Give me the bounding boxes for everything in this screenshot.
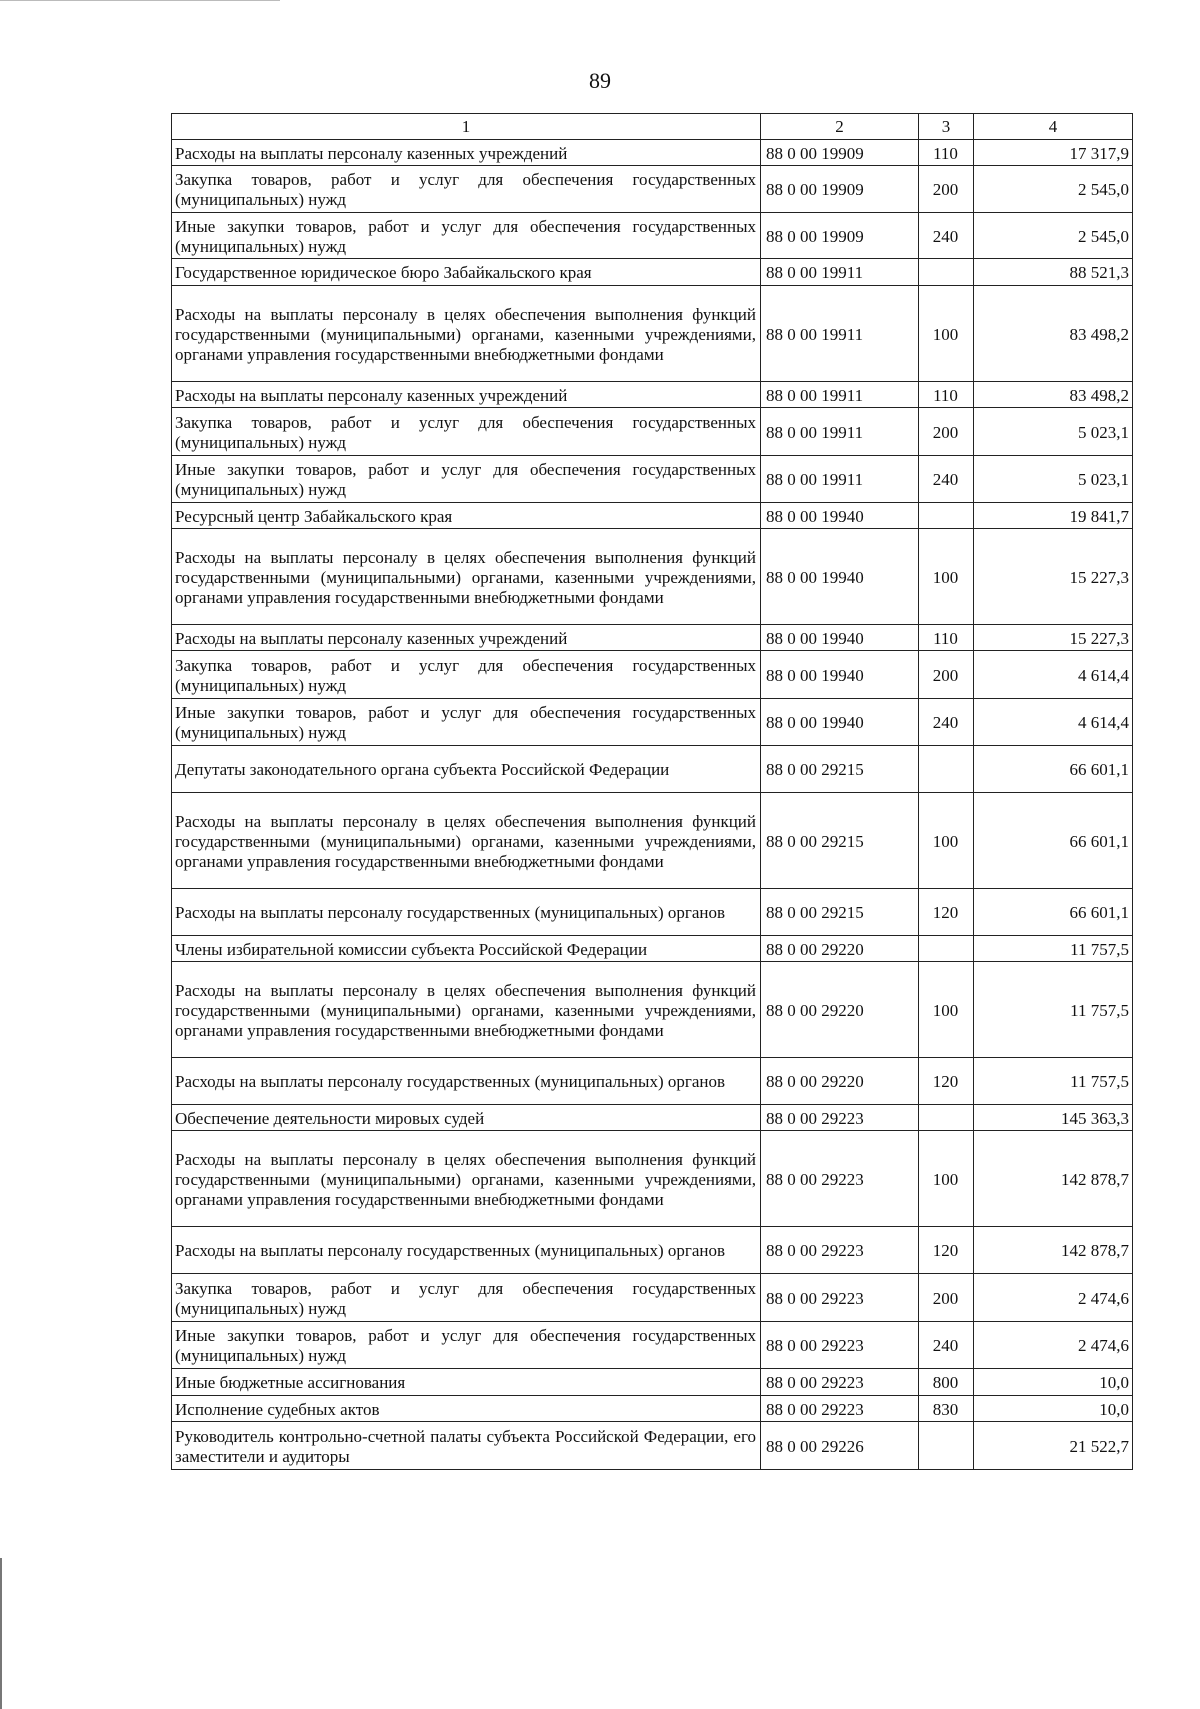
table-body bbox=[172, 140, 1133, 1470]
cell-amount: 11 757,5 bbox=[974, 1058, 1133, 1105]
cell-name: Расходы на выплаты персоналу в целях обеспечения выполнения функций государственными (муниципальными) органами, казенными учреждениями, органами управления государственными внебюджетными фондами bbox=[172, 793, 761, 889]
scan-edge-line bbox=[0, 1558, 2, 1709]
cell-type bbox=[919, 503, 974, 529]
cell-name: Закупка товаров, работ и услуг для обеспечения государственных (муниципальных) нужд bbox=[172, 651, 761, 699]
cell-code: 88 0 00 29215 bbox=[761, 889, 919, 936]
cell-amount: 10,0 bbox=[974, 1396, 1133, 1422]
cell-amount: 66 601,1 bbox=[974, 746, 1133, 793]
table-row bbox=[172, 166, 1133, 213]
cell-type: 240 bbox=[919, 213, 974, 259]
cell-name: Расходы на выплаты персоналу в целях обеспечения выполнения функций государственными (муниципальными) органами, казенными учреждениями, органами управления государственными внебюджетными фондами bbox=[172, 529, 761, 625]
cell-type: 110 bbox=[919, 382, 974, 408]
cell-amount: 11 757,5 bbox=[974, 936, 1133, 962]
table-row bbox=[172, 1369, 1133, 1396]
table-header-row bbox=[172, 114, 1133, 140]
table-row bbox=[172, 1322, 1133, 1369]
cell-name: Обеспечение деятельности мировых судей bbox=[172, 1105, 761, 1131]
header-col-3: 3 bbox=[919, 114, 974, 140]
cell-code: 88 0 00 29223 bbox=[761, 1227, 919, 1274]
cell-amount: 11 757,5 bbox=[974, 962, 1133, 1058]
cell-amount: 10,0 bbox=[974, 1369, 1133, 1396]
table-row bbox=[172, 1105, 1133, 1131]
cell-type bbox=[919, 746, 974, 793]
cell-amount: 15 227,3 bbox=[974, 529, 1133, 625]
cell-name: Исполнение судебных актов bbox=[172, 1396, 761, 1422]
cell-amount: 2 474,6 bbox=[974, 1274, 1133, 1322]
cell-code: 88 0 00 29223 bbox=[761, 1396, 919, 1422]
scan-top-line bbox=[0, 0, 280, 1]
cell-code: 88 0 00 19911 bbox=[761, 382, 919, 408]
cell-amount: 66 601,1 bbox=[974, 793, 1133, 889]
cell-type: 240 bbox=[919, 456, 974, 503]
table-row bbox=[172, 456, 1133, 503]
cell-amount: 15 227,3 bbox=[974, 625, 1133, 651]
cell-type: 200 bbox=[919, 1274, 974, 1322]
cell-name: Иные бюджетные ассигнования bbox=[172, 1369, 761, 1396]
cell-name: Расходы на выплаты персоналу государственных (муниципальных) органов bbox=[172, 889, 761, 936]
cell-code: 88 0 00 29223 bbox=[761, 1131, 919, 1227]
cell-name: Расходы на выплаты персоналу в целях обеспечения выполнения функций государственными (муниципальными) органами, казенными учреждениями, органами управления государственными внебюджетными фондами bbox=[172, 962, 761, 1058]
cell-code: 88 0 00 29223 bbox=[761, 1369, 919, 1396]
table-row bbox=[172, 793, 1133, 889]
cell-amount: 5 023,1 bbox=[974, 408, 1133, 456]
cell-code: 88 0 00 29223 bbox=[761, 1274, 919, 1322]
cell-code: 88 0 00 19911 bbox=[761, 408, 919, 456]
table-row bbox=[172, 213, 1133, 259]
cell-code: 88 0 00 29220 bbox=[761, 962, 919, 1058]
cell-type: 110 bbox=[919, 140, 974, 166]
table-row bbox=[172, 625, 1133, 651]
cell-name: Расходы на выплаты персоналу казенных учреждений bbox=[172, 625, 761, 651]
cell-amount: 88 521,3 bbox=[974, 259, 1133, 286]
table-row bbox=[172, 936, 1133, 962]
cell-name: Иные закупки товаров, работ и услуг для обеспечения государственных (муниципальных) нужд bbox=[172, 456, 761, 503]
cell-name: Ресурсный центр Забайкальского края bbox=[172, 503, 761, 529]
cell-type: 100 bbox=[919, 962, 974, 1058]
cell-code: 88 0 00 29226 bbox=[761, 1422, 919, 1470]
cell-name: Расходы на выплаты персоналу государственных (муниципальных) органов bbox=[172, 1227, 761, 1274]
cell-amount: 4 614,4 bbox=[974, 699, 1133, 746]
cell-code: 88 0 00 19909 bbox=[761, 166, 919, 213]
cell-type: 200 bbox=[919, 166, 974, 213]
cell-code: 88 0 00 29220 bbox=[761, 1058, 919, 1105]
cell-type: 800 bbox=[919, 1369, 974, 1396]
header-col-4: 4 bbox=[974, 114, 1133, 140]
cell-type: 120 bbox=[919, 1058, 974, 1105]
cell-name: Государственное юридическое бюро Забайкальского края bbox=[172, 259, 761, 286]
cell-name: Иные закупки товаров, работ и услуг для обеспечения государственных (муниципальных) нужд bbox=[172, 699, 761, 746]
cell-type bbox=[919, 936, 974, 962]
table-row bbox=[172, 259, 1133, 286]
cell-code: 88 0 00 29220 bbox=[761, 936, 919, 962]
header-col-2: 2 bbox=[761, 114, 919, 140]
table-row bbox=[172, 140, 1133, 166]
table-row bbox=[172, 1227, 1133, 1274]
page-number: 89 bbox=[589, 68, 611, 93]
cell-amount: 4 614,4 bbox=[974, 651, 1133, 699]
cell-type bbox=[919, 1422, 974, 1470]
table-row bbox=[172, 1058, 1133, 1105]
cell-type: 240 bbox=[919, 1322, 974, 1369]
cell-type: 100 bbox=[919, 529, 974, 625]
cell-code: 88 0 00 19940 bbox=[761, 625, 919, 651]
cell-code: 88 0 00 19940 bbox=[761, 503, 919, 529]
table-row bbox=[172, 1422, 1133, 1470]
table-row bbox=[172, 651, 1133, 699]
table-row bbox=[172, 1131, 1133, 1227]
cell-amount: 17 317,9 bbox=[974, 140, 1133, 166]
table-row bbox=[172, 699, 1133, 746]
table-row bbox=[172, 962, 1133, 1058]
cell-name: Иные закупки товаров, работ и услуг для обеспечения государственных (муниципальных) нужд bbox=[172, 213, 761, 259]
cell-type bbox=[919, 1105, 974, 1131]
table-row bbox=[172, 1274, 1133, 1322]
cell-amount: 66 601,1 bbox=[974, 889, 1133, 936]
cell-name: Закупка товаров, работ и услуг для обеспечения государственных (муниципальных) нужд bbox=[172, 166, 761, 213]
table-row bbox=[172, 382, 1133, 408]
cell-name: Расходы на выплаты персоналу казенных учреждений bbox=[172, 140, 761, 166]
cell-amount: 83 498,2 bbox=[974, 286, 1133, 382]
cell-type: 200 bbox=[919, 651, 974, 699]
cell-type: 120 bbox=[919, 1227, 974, 1274]
cell-code: 88 0 00 19909 bbox=[761, 213, 919, 259]
cell-amount: 21 522,7 bbox=[974, 1422, 1133, 1470]
cell-type: 120 bbox=[919, 889, 974, 936]
table-row bbox=[172, 1396, 1133, 1422]
cell-type: 240 bbox=[919, 699, 974, 746]
table-row bbox=[172, 503, 1133, 529]
cell-amount: 19 841,7 bbox=[974, 503, 1133, 529]
table-row bbox=[172, 408, 1133, 456]
cell-name: Закупка товаров, работ и услуг для обеспечения государственных (муниципальных) нужд bbox=[172, 408, 761, 456]
cell-type: 100 bbox=[919, 793, 974, 889]
cell-code: 88 0 00 29223 bbox=[761, 1105, 919, 1131]
cell-amount: 5 023,1 bbox=[974, 456, 1133, 503]
cell-amount: 2 545,0 bbox=[974, 166, 1133, 213]
cell-code: 88 0 00 19909 bbox=[761, 140, 919, 166]
cell-code: 88 0 00 29223 bbox=[761, 1322, 919, 1369]
cell-name: Расходы на выплаты персоналу в целях обеспечения выполнения функций государственными (муниципальными) органами, казенными учреждениями, органами управления государственными внебюджетными фондами bbox=[172, 286, 761, 382]
table-row bbox=[172, 529, 1133, 625]
cell-amount: 2 545,0 bbox=[974, 213, 1133, 259]
table-row bbox=[172, 746, 1133, 793]
cell-type bbox=[919, 259, 974, 286]
cell-amount: 145 363,3 bbox=[974, 1105, 1133, 1131]
cell-code: 88 0 00 19940 bbox=[761, 699, 919, 746]
cell-name: Иные закупки товаров, работ и услуг для обеспечения государственных (муниципальных) нужд bbox=[172, 1322, 761, 1369]
cell-code: 88 0 00 29215 bbox=[761, 793, 919, 889]
cell-name: Расходы на выплаты персоналу государственных (муниципальных) органов bbox=[172, 1058, 761, 1105]
cell-name: Депутаты законодательного органа субъекта Российской Федерации bbox=[172, 746, 761, 793]
table-row bbox=[172, 889, 1133, 936]
cell-code: 88 0 00 29215 bbox=[761, 746, 919, 793]
cell-code: 88 0 00 19940 bbox=[761, 529, 919, 625]
cell-type: 200 bbox=[919, 408, 974, 456]
cell-name: Расходы на выплаты персоналу в целях обеспечения выполнения функций государственными (муниципальными) органами, казенными учреждениями, органами управления государственными внебюджетными фондами bbox=[172, 1131, 761, 1227]
cell-code: 88 0 00 19940 bbox=[761, 651, 919, 699]
budget-table bbox=[171, 113, 1133, 1470]
cell-amount: 142 878,7 bbox=[974, 1227, 1133, 1274]
cell-name: Члены избирательной комиссии субъекта Российской Федерации bbox=[172, 936, 761, 962]
cell-amount: 142 878,7 bbox=[974, 1131, 1133, 1227]
cell-name: Расходы на выплаты персоналу казенных учреждений bbox=[172, 382, 761, 408]
cell-type: 100 bbox=[919, 1131, 974, 1227]
cell-code: 88 0 00 19911 bbox=[761, 286, 919, 382]
cell-amount: 83 498,2 bbox=[974, 382, 1133, 408]
cell-type: 100 bbox=[919, 286, 974, 382]
cell-code: 88 0 00 19911 bbox=[761, 456, 919, 503]
cell-amount: 2 474,6 bbox=[974, 1322, 1133, 1369]
cell-type: 110 bbox=[919, 625, 974, 651]
cell-name: Закупка товаров, работ и услуг для обеспечения государственных (муниципальных) нужд bbox=[172, 1274, 761, 1322]
cell-type: 830 bbox=[919, 1396, 974, 1422]
header-col-1: 1 bbox=[172, 114, 761, 140]
cell-code: 88 0 00 19911 bbox=[761, 259, 919, 286]
table-row bbox=[172, 286, 1133, 382]
cell-name: Руководитель контрольно-счетной палаты субъекта Российской Федерации, его заместители и аудиторы bbox=[172, 1422, 761, 1470]
